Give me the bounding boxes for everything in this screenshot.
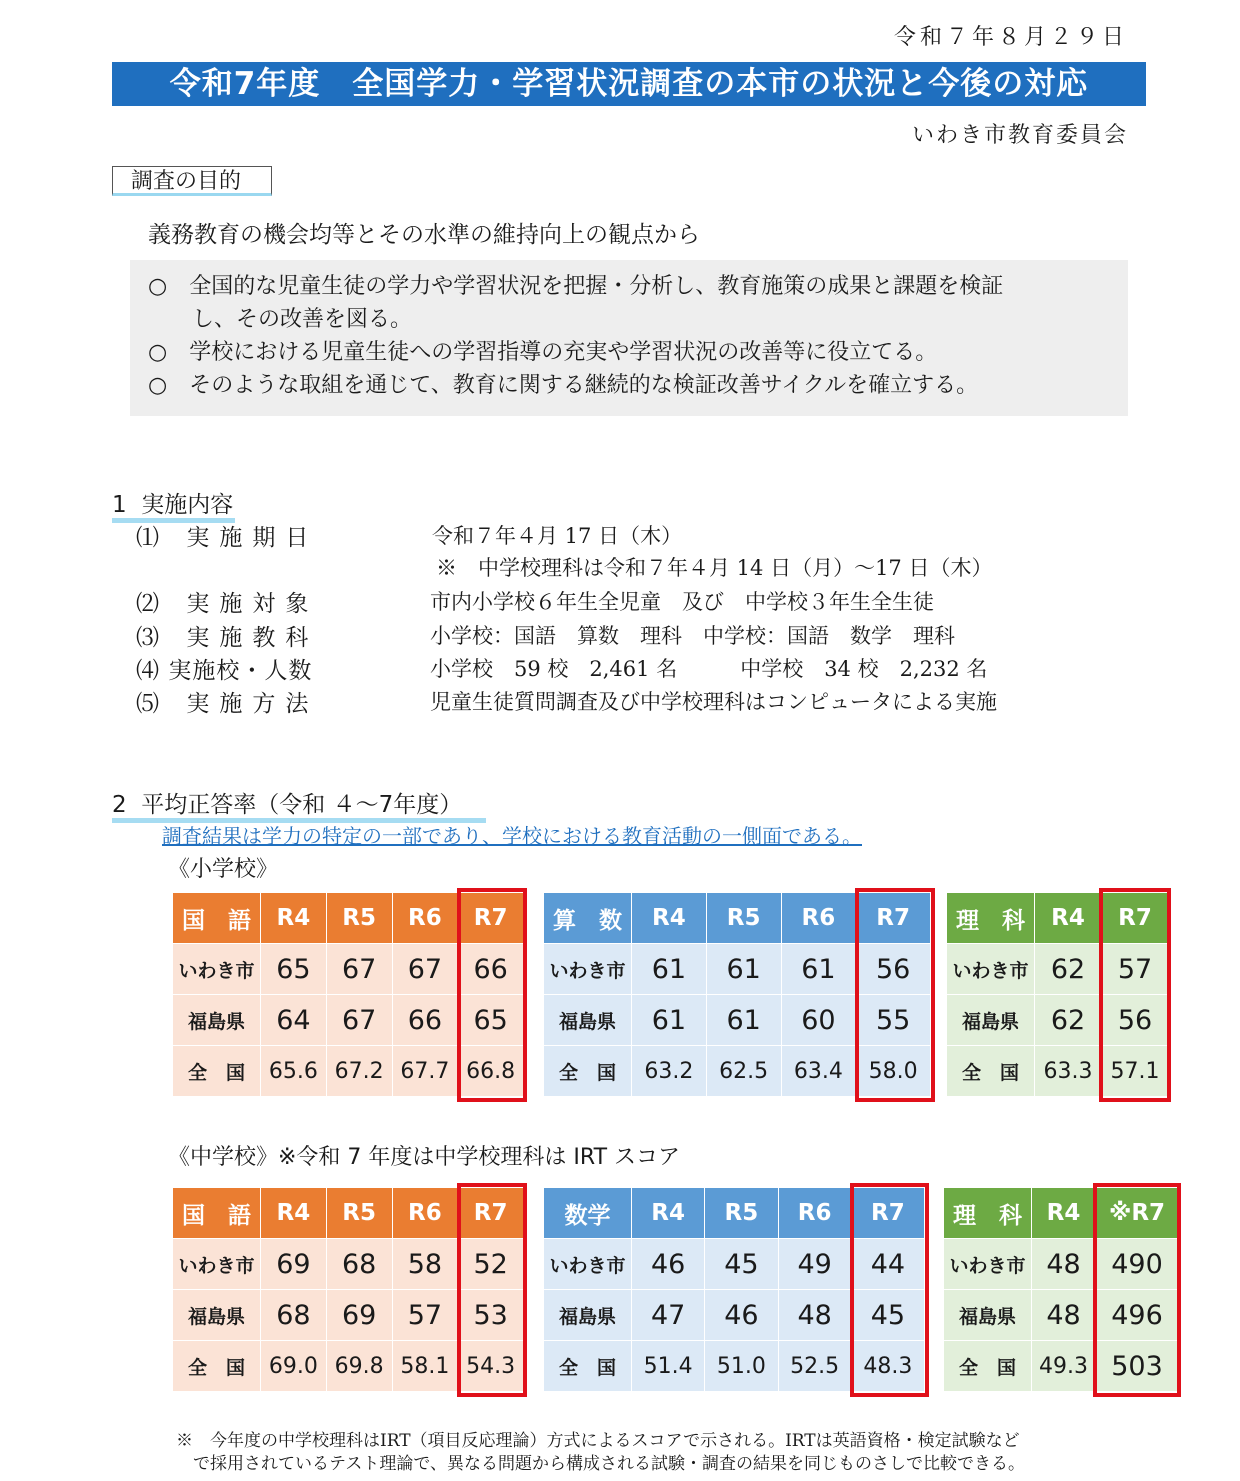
year-cell: R5: [706, 893, 781, 944]
row-label: 全 国: [173, 1046, 261, 1097]
section1-heading: [112, 486, 235, 519]
row-label: 福島県: [173, 995, 261, 1046]
row-label: 全 国: [947, 1046, 1035, 1097]
value-cell: 69.0: [261, 1341, 327, 1392]
year-cell: R7: [856, 893, 931, 944]
year-cell: R7: [458, 1188, 524, 1239]
value-cell: 66: [458, 944, 524, 995]
row-label: いわき市: [544, 1239, 632, 1290]
year-cell: R5: [326, 893, 392, 944]
impl-row-5-value: 児童生徒質問調査及び中学校理科はコンピュータによる実施: [430, 690, 997, 714]
value-cell: 67: [326, 944, 392, 995]
value-cell: 51.0: [705, 1341, 778, 1392]
value-cell: 47: [632, 1290, 705, 1341]
impl-row-5-label: ⑸ 実施方法: [136, 691, 319, 717]
value-cell: 67.2: [326, 1046, 392, 1097]
year-cell: R7: [1102, 893, 1169, 944]
year-cell: R4: [632, 1188, 705, 1239]
value-cell: 54.3: [458, 1341, 524, 1392]
value-cell: 63.2: [632, 1046, 707, 1097]
year-cell: R4: [261, 1188, 327, 1239]
row-label: 全 国: [173, 1341, 261, 1392]
row-label: いわき市: [173, 944, 261, 995]
impl-row-1-value: 令和７年４月 17 日（木）: [432, 524, 683, 548]
impl-row-2-value: 市内小学校６年生全児童 及び 中学校３年生全生徒: [430, 590, 934, 614]
value-cell: 496: [1096, 1290, 1179, 1341]
value-cell: 69: [326, 1290, 392, 1341]
value-cell: 57.1: [1102, 1046, 1169, 1097]
highlight-r7: [855, 888, 935, 1102]
row-label: 福島県: [947, 995, 1035, 1046]
value-cell: 63.3: [1035, 1046, 1102, 1097]
year-cell: R5: [705, 1188, 778, 1239]
impl-row-1-note: ※ 中学校理科は令和７年４月 14 日（月）～17 日（木）: [436, 556, 993, 580]
purpose-bullet: ○ そのような取組を通じて、教育に関する継続的な検証改善サイクルを確立する。: [148, 373, 979, 398]
value-cell: 44: [851, 1239, 924, 1290]
year-cell: R4: [1032, 1188, 1096, 1239]
value-cell: 46: [632, 1239, 705, 1290]
year-cell: R7: [458, 893, 524, 944]
value-cell: 67.7: [392, 1046, 458, 1097]
value-cell: 48: [1032, 1239, 1096, 1290]
year-cell: R6: [778, 1188, 851, 1239]
value-cell: 61: [706, 995, 781, 1046]
highlight-r7: [1099, 888, 1171, 1102]
year-cell: R6: [392, 1188, 458, 1239]
subject-cell: 理 科: [947, 893, 1035, 944]
value-cell: 66.8: [458, 1046, 524, 1097]
value-cell: 69: [261, 1239, 327, 1290]
value-cell: 55: [856, 995, 931, 1046]
highlight-r7: [850, 1183, 929, 1397]
junior-label: 《中学校》※令和 7 年度は中学校理科は IRT スコア: [168, 1145, 681, 1170]
value-cell: 49: [778, 1239, 851, 1290]
row-label: いわき市: [947, 944, 1035, 995]
value-cell: 48: [778, 1290, 851, 1341]
purpose-bullet: し、その改善を図る。: [148, 307, 413, 332]
value-cell: 61: [706, 944, 781, 995]
impl-row-4-label: ⑷ 実施校・人数: [136, 658, 313, 684]
value-cell: 68: [326, 1239, 392, 1290]
value-cell: 49.3: [1032, 1341, 1096, 1392]
year-cell: R6: [781, 893, 856, 944]
impl-row-1-label: ⑴ 実施期日: [136, 525, 319, 551]
value-cell: 53: [458, 1290, 524, 1341]
document-date: 令和７年８月２９日: [893, 25, 1128, 50]
section2-title: 平均正答率（令和 ４～7年度）: [141, 792, 463, 818]
value-cell: 51.4: [632, 1341, 705, 1392]
row-label: 全 国: [544, 1046, 632, 1097]
row-label: いわき市: [173, 1239, 261, 1290]
year-cell: R4: [632, 893, 707, 944]
value-cell: 62: [1035, 995, 1102, 1046]
impl-row-2-label: ⑵ 実施対象: [136, 591, 319, 617]
section2-note: 調査結果は学力の特定の一部であり、学校における教育活動の一側面である。: [162, 824, 862, 848]
row-label: いわき市: [544, 944, 632, 995]
section2-heading: [112, 786, 486, 819]
impl-row-3-label: ⑶ 実施教科: [136, 625, 319, 651]
value-cell: 58.0: [856, 1046, 931, 1097]
row-label: 福島県: [544, 995, 632, 1046]
value-cell: 48.3: [851, 1341, 924, 1392]
year-cell: ※R7: [1096, 1188, 1179, 1239]
row-label: いわき市: [944, 1239, 1032, 1290]
value-cell: 62: [1035, 944, 1102, 995]
subject-cell: 算 数: [544, 893, 632, 944]
value-cell: 65: [458, 995, 524, 1046]
year-cell: R5: [326, 1188, 392, 1239]
value-cell: 61: [781, 944, 856, 995]
organization-name: いわき市教育委員会: [911, 123, 1128, 148]
highlight-r7: [457, 1183, 527, 1397]
value-cell: 503: [1096, 1341, 1179, 1392]
subject-cell: 数学: [544, 1188, 632, 1239]
section1-number: 1: [112, 492, 127, 518]
year-cell: R6: [392, 893, 458, 944]
value-cell: 58: [392, 1239, 458, 1290]
highlight-r7: [457, 888, 527, 1102]
section2-number: 2: [112, 792, 127, 818]
year-cell: R7: [851, 1188, 924, 1239]
year-cell: R4: [1035, 893, 1102, 944]
year-cell: R4: [261, 893, 327, 944]
value-cell: 61: [632, 944, 707, 995]
elementary-label: 《小学校》: [168, 857, 279, 882]
row-label: 全 国: [944, 1341, 1032, 1392]
footnote-line: ※ 今年度の中学校理科はIRT（項目反応理論）方式によるスコアで示される。IRTは英語資格・検定試験など: [176, 1431, 1020, 1451]
value-cell: 52: [458, 1239, 524, 1290]
value-cell: 69.8: [326, 1341, 392, 1392]
subject-cell: 国 語: [173, 1188, 261, 1239]
value-cell: 45: [851, 1290, 924, 1341]
value-cell: 67: [392, 944, 458, 995]
value-cell: 46: [705, 1290, 778, 1341]
value-cell: 65.6: [261, 1046, 327, 1097]
purpose-label: 調査の目的: [112, 166, 272, 196]
purpose-bullet: ○ 学校における児童生徒への学習指導の充実や学習状況の改善等に役立てる。: [148, 340, 938, 365]
value-cell: 56: [856, 944, 931, 995]
purpose-bullet: ○ 全国的な児童生徒の学力や学習状況を把握・分析し、教育施策の成果と課題を検証: [148, 274, 1004, 299]
value-cell: 57: [392, 1290, 458, 1341]
value-cell: 65: [261, 944, 327, 995]
value-cell: 62.5: [706, 1046, 781, 1097]
document-title: 令和7年度 全国学力・学習状況調査の本市の状況と今後の対応: [112, 62, 1146, 106]
value-cell: 66: [392, 995, 458, 1046]
footnote-line: で採用されているテスト理論で、異なる問題から構成される試験・調査の結果を同じものさしで比較できる。: [176, 1454, 1025, 1474]
value-cell: 490: [1096, 1239, 1179, 1290]
value-cell: 45: [705, 1239, 778, 1290]
subject-cell: 理 科: [944, 1188, 1032, 1239]
value-cell: 57: [1102, 944, 1169, 995]
value-cell: 58.1: [392, 1341, 458, 1392]
value-cell: 56: [1102, 995, 1169, 1046]
row-label: 福島県: [173, 1290, 261, 1341]
purpose-intro: 義務教育の機会均等とその水準の維持向上の観点から: [148, 222, 700, 248]
value-cell: 61: [632, 995, 707, 1046]
subject-cell: 国 語: [173, 893, 261, 944]
row-label: 福島県: [544, 1290, 632, 1341]
impl-row-3-value: 小学校：国語 算数 理科 中学校：国語 数学 理科: [430, 624, 955, 648]
highlight-r7: [1093, 1183, 1181, 1397]
value-cell: 68: [261, 1290, 327, 1341]
row-label: 全 国: [544, 1341, 632, 1392]
value-cell: 48: [1032, 1290, 1096, 1341]
value-cell: 60: [781, 995, 856, 1046]
value-cell: 52.5: [778, 1341, 851, 1392]
value-cell: 64: [261, 995, 327, 1046]
value-cell: 63.4: [781, 1046, 856, 1097]
value-cell: 67: [326, 995, 392, 1046]
impl-row-4-value: 小学校 59 校 2,461 名 中学校 34 校 2,232 名: [430, 657, 988, 681]
row-label: 福島県: [944, 1290, 1032, 1341]
section1-title: 実施内容: [141, 492, 234, 518]
